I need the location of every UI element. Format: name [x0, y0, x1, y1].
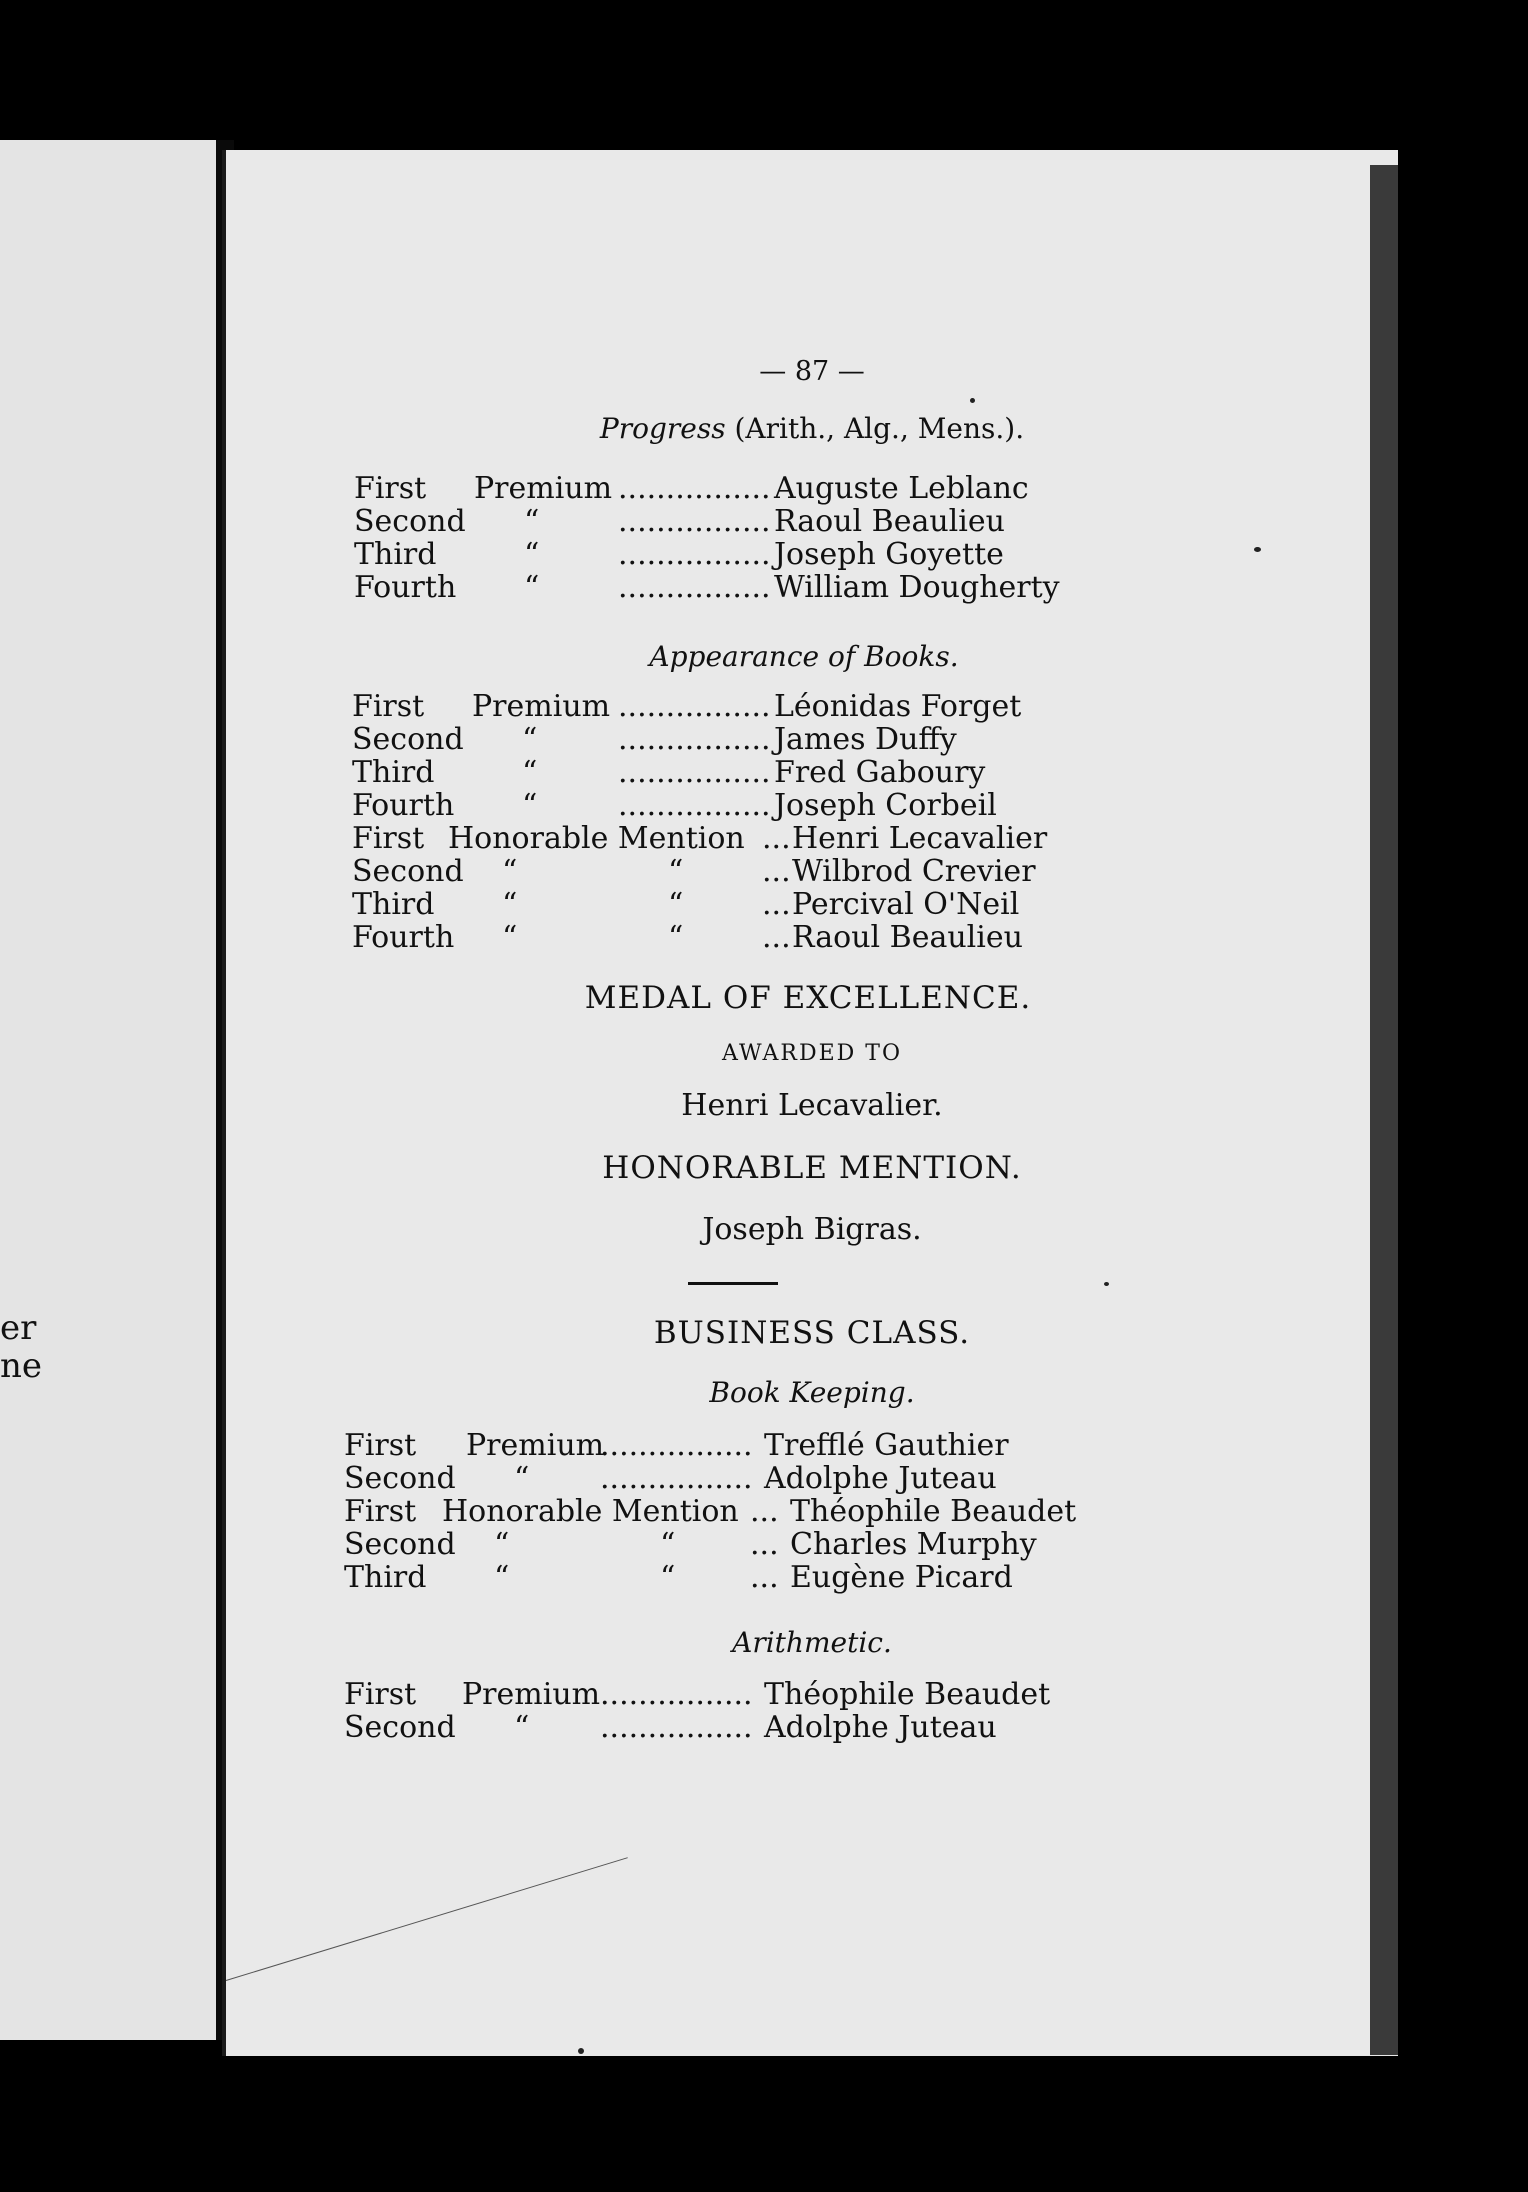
award-rank: Second — [344, 1461, 456, 1496]
recipient-name: Joseph Corbeil — [774, 788, 997, 823]
award-type: “ — [502, 887, 518, 922]
award-rank: Fourth — [352, 788, 455, 823]
left-page-fragment: ne — [0, 1346, 43, 1386]
award-type: Premium — [474, 471, 613, 506]
award-type: “ — [514, 1461, 530, 1496]
award-rank: First — [344, 1677, 417, 1712]
award-type: “ — [494, 1560, 510, 1595]
award-type: “ — [514, 1710, 530, 1745]
award-rank: Fourth — [354, 570, 457, 605]
award-rank: Second — [352, 722, 464, 757]
recipient-name: Adolphe Juteau — [764, 1710, 997, 1745]
business-class-heading: BUSINESS CLASS. — [653, 1315, 971, 1351]
leader-dots: ... — [762, 854, 791, 889]
scan-speck — [970, 398, 975, 403]
award-type: “ — [524, 537, 540, 572]
scan-speck — [1254, 547, 1261, 552]
award-type-ditto: “ — [660, 1527, 676, 1562]
recipient-name: Charles Murphy — [790, 1527, 1037, 1562]
award-type: “ — [502, 854, 518, 889]
leader-dots: ................ — [600, 1710, 753, 1745]
award-rank: First — [344, 1428, 417, 1463]
award-type: Premium — [472, 689, 611, 724]
leader-dots: ... — [750, 1560, 779, 1595]
leader-dots: ................ — [600, 1428, 753, 1463]
left-page-edge — [0, 140, 216, 2040]
scan-speck — [578, 2048, 584, 2054]
recipient-name: Adolphe Juteau — [764, 1461, 997, 1496]
awarded-to-label: AWARDED TO — [721, 1041, 902, 1066]
medal-heading: MEDAL OF EXCELLENCE. — [584, 980, 1032, 1016]
award-rank: Third — [344, 1560, 427, 1595]
award-rank: Third — [352, 755, 435, 790]
award-rank: Third — [354, 537, 437, 572]
award-rank: Fourth — [352, 920, 455, 955]
award-type: “ — [524, 570, 540, 605]
award-type: Premium — [462, 1677, 601, 1712]
recipient-name: Eugène Picard — [790, 1560, 1013, 1595]
recipient-name: Henri Lecavalier — [792, 821, 1048, 856]
recipient-name: Raoul Beaulieu — [792, 920, 1023, 955]
award-rank: First — [352, 689, 425, 724]
leader-dots: ... — [750, 1494, 779, 1529]
award-rank: Second — [344, 1527, 456, 1562]
award-type: “ — [502, 920, 518, 955]
leader-dots: ................ — [618, 689, 771, 724]
award-type-ditto: “ — [660, 1560, 676, 1595]
award-type: “ — [522, 722, 538, 757]
recipient-name: Auguste Leblanc — [774, 471, 1029, 506]
recipient-name: Théophile Beaudet — [790, 1494, 1077, 1529]
honorable-mention-heading: HONORABLE MENTION. — [602, 1150, 1022, 1186]
recipient-name: James Duffy — [774, 722, 957, 757]
leader-dots: ................ — [618, 504, 771, 539]
award-type: “ — [522, 788, 538, 823]
award-rank: Second — [352, 854, 464, 889]
award-rank: Second — [354, 504, 466, 539]
leader-dots: ... — [762, 821, 791, 856]
leader-dots: ................ — [600, 1677, 753, 1712]
award-type: “ — [522, 755, 538, 790]
recipient-name: Léonidas Forget — [774, 689, 1022, 724]
page-edge-shadow — [1370, 165, 1398, 2055]
leader-dots: ................ — [618, 722, 771, 757]
award-type-ditto: “ — [668, 887, 684, 922]
award-type: Honorable Mention — [442, 1494, 739, 1529]
leader-dots: ... — [762, 920, 791, 955]
leader-dots: ... — [762, 887, 791, 922]
leader-dots: ... — [750, 1527, 779, 1562]
award-type: Premium — [466, 1428, 605, 1463]
recipient-name: Joseph Goyette — [774, 537, 1004, 572]
recipient-name: Trefflé Gauthier — [764, 1428, 1009, 1463]
recipient-name: William Dougherty — [774, 570, 1060, 605]
scan-scratch — [226, 1857, 628, 1981]
leader-dots: ................ — [618, 570, 771, 605]
appearance-heading: Appearance of Books. — [649, 640, 959, 673]
recipient-name: Raoul Beaulieu — [774, 504, 1005, 539]
leader-dots: ................ — [618, 755, 771, 790]
progress-heading-italic: Progress — [599, 412, 726, 445]
leader-dots: ................ — [618, 537, 771, 572]
leader-dots: ................ — [600, 1461, 753, 1496]
award-rank: First — [344, 1494, 417, 1529]
medal-recipient: Henri Lecavalier. — [681, 1088, 943, 1123]
arithmetic-heading: Arithmetic. — [732, 1626, 892, 1659]
recipient-name: Fred Gaboury — [774, 755, 986, 790]
recipient-name: Wilbrod Crevier — [792, 854, 1036, 889]
award-type-ditto: “ — [668, 920, 684, 955]
award-rank: Second — [344, 1710, 456, 1745]
award-rank: First — [354, 471, 427, 506]
award-type: “ — [494, 1527, 510, 1562]
page-87 — [222, 150, 1398, 2056]
section-divider — [688, 1282, 778, 1285]
progress-heading-rest: (Arith., Alg., Mens.). — [734, 412, 1025, 445]
award-type: “ — [524, 504, 540, 539]
leader-dots: ................ — [618, 788, 771, 823]
recipient-name: Percival O'Neil — [792, 887, 1020, 922]
leader-dots: ................ — [618, 471, 771, 506]
award-type-ditto: “ — [668, 854, 684, 889]
award-type: Honorable Mention — [448, 821, 745, 856]
progress-heading — [226, 412, 1398, 445]
recipient-name: Théophile Beaudet — [764, 1677, 1051, 1712]
left-page-fragment: er — [0, 1308, 37, 1348]
page-number: — 87 — — [759, 356, 865, 387]
award-rank: First — [352, 821, 425, 856]
scan-speck — [1104, 1282, 1109, 1286]
honorable-mention-recipient: Joseph Bigras. — [702, 1212, 922, 1247]
award-rank: Third — [352, 887, 435, 922]
bookkeeping-heading: Book Keeping. — [709, 1376, 915, 1409]
